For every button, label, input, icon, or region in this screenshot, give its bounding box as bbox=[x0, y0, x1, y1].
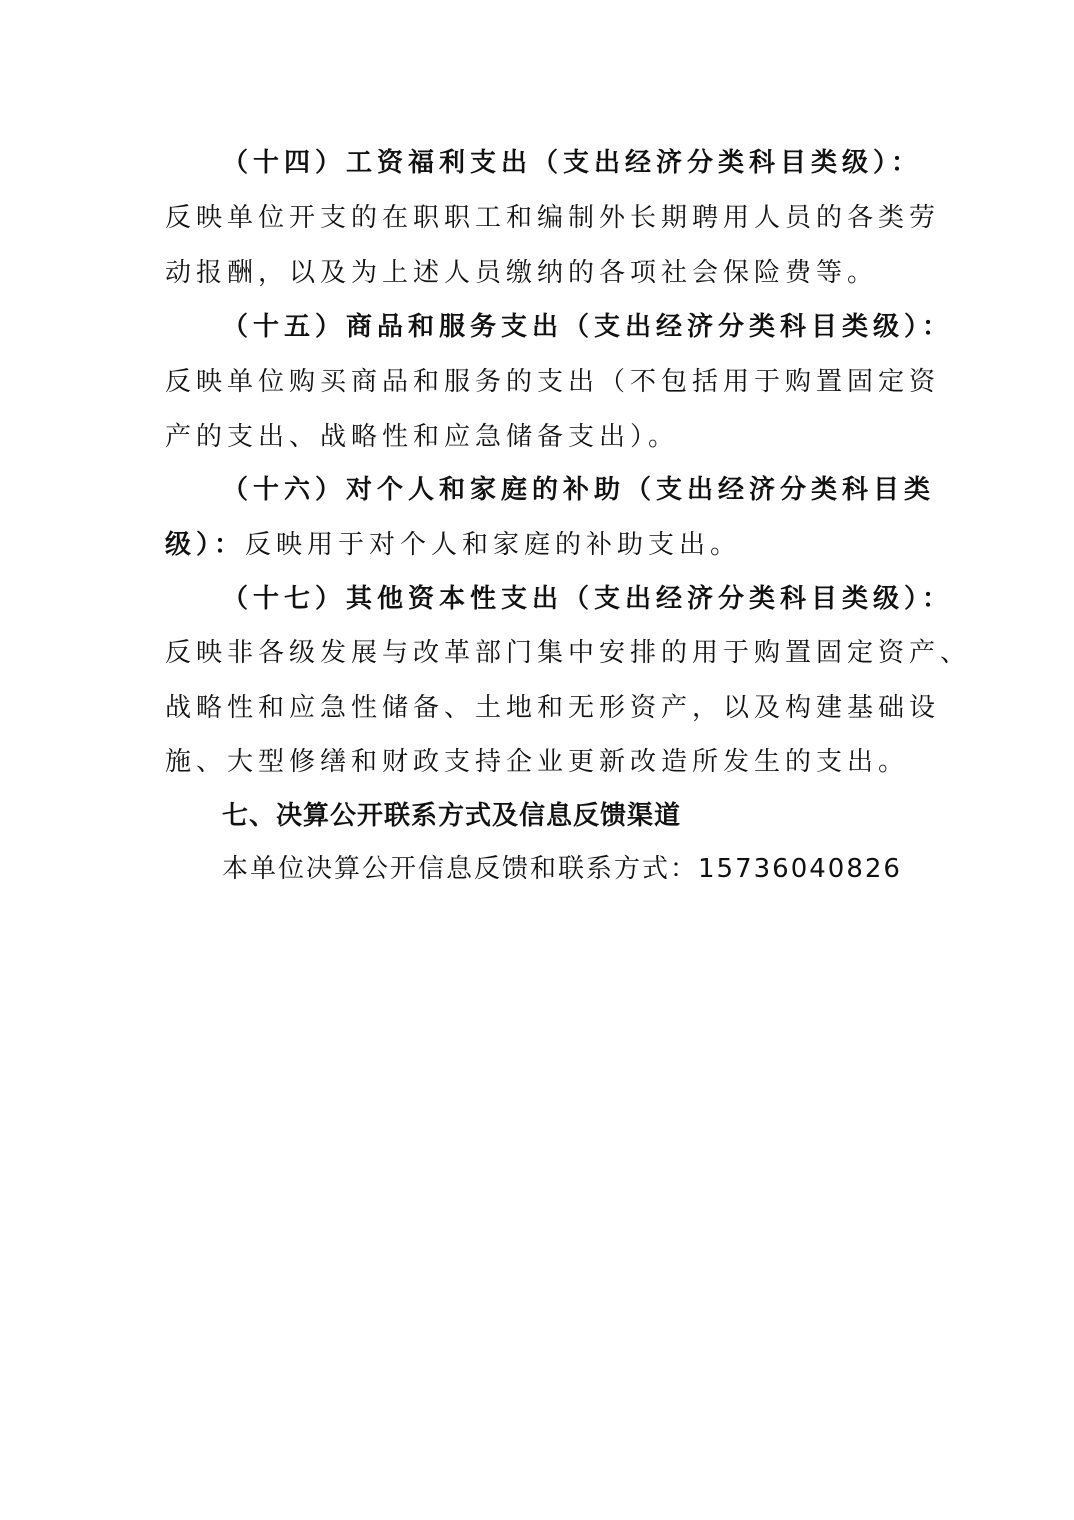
section-16-title-continuation-and-body bbox=[165, 525, 955, 565]
section-15-body-line-2: 产的支出、战略性和应急储备支出）。 bbox=[165, 422, 680, 452]
section-17-body-line-2: 战略性和应急性储备、土地和无形资产，以及构建基础设 bbox=[165, 693, 941, 723]
section-14-title: （十四）工资福利支出（支出经济分类科目类级）： bbox=[222, 148, 923, 178]
section-17-title: （十七）其他资本性支出（支出经济分类科目类级）： bbox=[222, 584, 954, 614]
section-17-body-line-1: 反映非各级发展与改革部门集中安排的用于购置固定资产、 bbox=[165, 638, 972, 668]
section-17-body-line-3: 施、大型修缮和财政支持企业更新改造所发生的支出。 bbox=[165, 747, 910, 777]
section-15-title: （十五）商品和服务支出（支出经济分类科目类级）： bbox=[222, 312, 954, 342]
section-16-body: 反映用于对个人和家庭的补助支出。 bbox=[245, 530, 742, 560]
contact-info-text: 本单位决算公开信息反馈和联系方式：15736040826 bbox=[222, 854, 902, 884]
section-14-body-line-1: 反映单位开支的在职职工和编制外长期聘用人员的各类劳 bbox=[165, 203, 941, 233]
contact-section-heading: 七、决算公开联系方式及信息反馈渠道 bbox=[222, 801, 682, 831]
section-16-title: （十六）对个人和家庭的补助（支出经济分类科目类 bbox=[222, 475, 936, 505]
section-16-title-continuation: 级）： bbox=[165, 530, 246, 560]
section-14-body-line-2: 动报酬，以及为上述人员缴纳的各项社会保险费等。 bbox=[165, 258, 879, 288]
section-15-body-line-1: 反映单位购买商品和服务的支出（不包括用于购置固定资 bbox=[165, 367, 941, 397]
